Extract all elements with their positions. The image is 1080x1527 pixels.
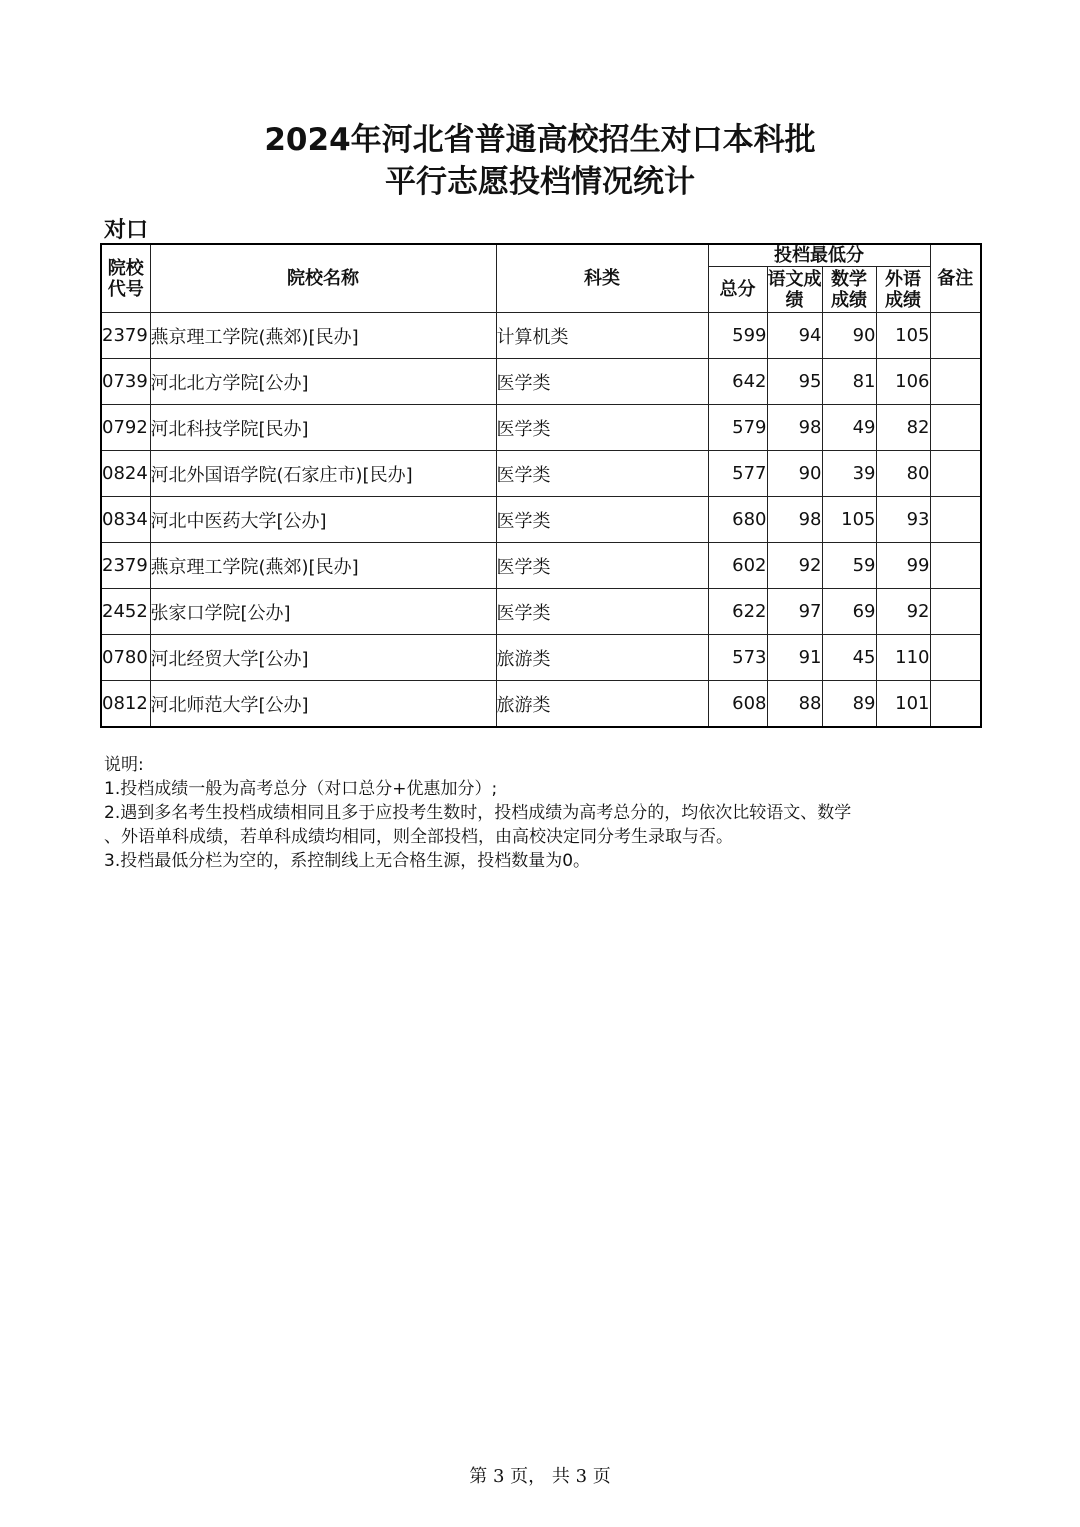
table-row bbox=[101, 359, 981, 405]
cell-remarks bbox=[930, 405, 981, 451]
header-foreign: 外语成绩 bbox=[876, 267, 930, 313]
cell-chinese: 95 bbox=[767, 359, 822, 405]
cell-total: 602 bbox=[708, 543, 767, 589]
cell-math: 81 bbox=[822, 359, 876, 405]
cell-total: 642 bbox=[708, 359, 767, 405]
table-body bbox=[101, 313, 981, 728]
cell-math: 89 bbox=[822, 681, 876, 728]
page-footer: 第 3 页， 共 3 页 bbox=[469, 1466, 611, 1487]
cell-category: 旅游类 bbox=[496, 635, 708, 681]
table-row bbox=[101, 313, 981, 359]
cell-total: 608 bbox=[708, 681, 767, 728]
cell-chinese: 90 bbox=[767, 451, 822, 497]
header-min-score-group: 投档最低分 bbox=[708, 244, 930, 267]
header-math: 数学成绩 bbox=[822, 267, 876, 313]
notes-heading: 说明: bbox=[104, 755, 144, 775]
cell-remarks bbox=[930, 543, 981, 589]
cell-foreign: 82 bbox=[876, 405, 930, 451]
cell-code: 0812 bbox=[101, 681, 150, 728]
cell-math: 59 bbox=[822, 543, 876, 589]
cell-math: 39 bbox=[822, 451, 876, 497]
admission-table bbox=[100, 243, 982, 728]
notes-section bbox=[104, 753, 984, 873]
cell-foreign: 80 bbox=[876, 451, 930, 497]
cell-school-name: 燕京理工学院(燕郊)[民办] bbox=[150, 543, 496, 589]
header-category: 科类 bbox=[496, 244, 708, 313]
cell-foreign: 99 bbox=[876, 543, 930, 589]
cell-total: 577 bbox=[708, 451, 767, 497]
cell-foreign: 93 bbox=[876, 497, 930, 543]
cell-code: 0739 bbox=[101, 359, 150, 405]
cell-code: 2379 bbox=[101, 543, 150, 589]
cell-chinese: 92 bbox=[767, 543, 822, 589]
cell-foreign: 105 bbox=[876, 313, 930, 359]
cell-category: 医学类 bbox=[496, 405, 708, 451]
cell-remarks bbox=[930, 635, 981, 681]
cell-remarks bbox=[930, 451, 981, 497]
page-title-line2: 平行志愿投档情况统计 bbox=[385, 164, 695, 200]
cell-chinese: 88 bbox=[767, 681, 822, 728]
note-item-1: 1.投档成绩一般为高考总分（对口总分+优惠加分）; bbox=[104, 779, 498, 799]
cell-school-name: 河北师范大学[公办] bbox=[150, 681, 496, 728]
cell-chinese: 98 bbox=[767, 405, 822, 451]
cell-remarks bbox=[930, 497, 981, 543]
cell-school-name: 燕京理工学院(燕郊)[民办] bbox=[150, 313, 496, 359]
table-row bbox=[101, 543, 981, 589]
cell-school-name: 河北北方学院[公办] bbox=[150, 359, 496, 405]
header-remarks: 备注 bbox=[930, 244, 981, 313]
table-row bbox=[101, 635, 981, 681]
cell-code: 0780 bbox=[101, 635, 150, 681]
cell-category: 旅游类 bbox=[496, 681, 708, 728]
cell-school-name: 河北中医药大学[公办] bbox=[150, 497, 496, 543]
cell-foreign: 110 bbox=[876, 635, 930, 681]
cell-chinese: 98 bbox=[767, 497, 822, 543]
header-code: 院校代号 bbox=[101, 244, 150, 313]
cell-school-name: 河北科技学院[民办] bbox=[150, 405, 496, 451]
table-row bbox=[101, 681, 981, 728]
cell-code: 0824 bbox=[101, 451, 150, 497]
header-total: 总分 bbox=[708, 267, 767, 313]
cell-math: 105 bbox=[822, 497, 876, 543]
cell-math: 90 bbox=[822, 313, 876, 359]
cell-category: 医学类 bbox=[496, 359, 708, 405]
cell-math: 45 bbox=[822, 635, 876, 681]
table-row bbox=[101, 589, 981, 635]
cell-school-name: 河北外国语学院(石家庄市)[民办] bbox=[150, 451, 496, 497]
cell-chinese: 94 bbox=[767, 313, 822, 359]
header-chinese: 语文成绩 bbox=[767, 268, 822, 311]
cell-category: 医学类 bbox=[496, 451, 708, 497]
cell-total: 599 bbox=[708, 313, 767, 359]
note-item-2: 2.遇到多名考生投档成绩相同且多于应投考生数时，投档成绩为高考总分的，均依次比较语文、数学 bbox=[104, 803, 852, 823]
table-row bbox=[101, 497, 981, 543]
cell-category: 医学类 bbox=[496, 497, 708, 543]
cell-remarks bbox=[930, 313, 981, 359]
cell-total: 680 bbox=[708, 497, 767, 543]
page-title-line1: 2024年河北省普通高校招生对口本科批 bbox=[264, 122, 816, 158]
note-item-3: 、外语单科成绩，若单科成绩均相同，则全部投档，由高校决定同分考生录取与否。 bbox=[104, 827, 733, 847]
cell-code: 0792 bbox=[101, 405, 150, 451]
section-label: 对口 bbox=[104, 218, 149, 243]
cell-chinese: 97 bbox=[767, 589, 822, 635]
cell-foreign: 92 bbox=[876, 589, 930, 635]
cell-total: 579 bbox=[708, 405, 767, 451]
note-item-4: 3.投档最低分栏为空的，系控制线上无合格生源，投档数量为0。 bbox=[104, 851, 591, 871]
cell-math: 69 bbox=[822, 589, 876, 635]
cell-code: 2452 bbox=[101, 589, 150, 635]
table-row bbox=[101, 451, 981, 497]
cell-total: 573 bbox=[708, 635, 767, 681]
cell-chinese: 91 bbox=[767, 635, 822, 681]
header-name: 院校名称 bbox=[150, 244, 496, 313]
cell-code: 2379 bbox=[101, 313, 150, 359]
cell-math: 49 bbox=[822, 405, 876, 451]
cell-school-name: 张家口学院[公办] bbox=[150, 589, 496, 635]
cell-school-name: 河北经贸大学[公办] bbox=[150, 635, 496, 681]
cell-total: 622 bbox=[708, 589, 767, 635]
cell-foreign: 106 bbox=[876, 359, 930, 405]
cell-remarks bbox=[930, 359, 981, 405]
cell-remarks bbox=[930, 681, 981, 728]
cell-foreign: 101 bbox=[876, 681, 930, 728]
cell-category: 医学类 bbox=[496, 589, 708, 635]
cell-remarks bbox=[930, 589, 981, 635]
table-row bbox=[101, 405, 981, 451]
cell-code: 0834 bbox=[101, 497, 150, 543]
cell-category: 计算机类 bbox=[496, 313, 708, 359]
cell-category: 医学类 bbox=[496, 543, 708, 589]
